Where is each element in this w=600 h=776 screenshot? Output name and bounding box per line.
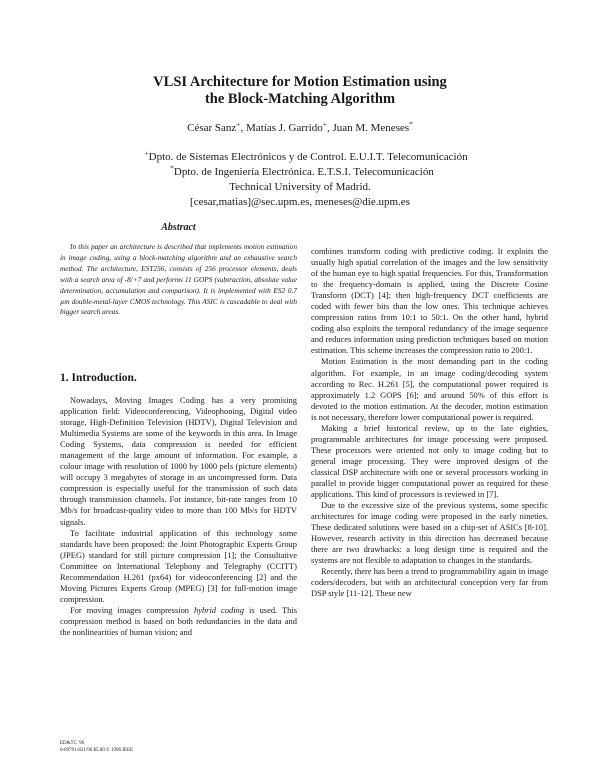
- author-name: Matías J. Garrido: [246, 122, 323, 134]
- paragraph: combines transform coding with predictive coding. It exploits the usually high spatial correlation of the images and the low sensitivity of the human eye to high spatial frequencies. For this, Transformation to the frequency-domain is applied, using the Discrete Cosine Transform (DCT) [4]; then high-frequency DCT coefficients are coded with fewer bits than the low ones. This technique achieves compression ratios from 10:1 to 50:1. On the other hand, hybrid coding also exploits the temporal redundancy of the image sequence and reduces information using prediction techniques based on motion estimation. This scheme increases the compression ratio to 200:1.: [311, 246, 548, 356]
- title-line-2: the Block-Matching Algorithm: [204, 91, 396, 107]
- paragraph: Motion Estimation is the most demanding part in the coding algorithm. For example, in an image coding/decoding system according to Rec. H.261 [5], the computational power required is approximately 1.2 GOPS [6]; and around 50% of this effort is devoted to the motion estimation. At the decoder, motion estimation is not necessary, therefore lower computational power is required.: [311, 356, 548, 422]
- author-separator: ,: [326, 122, 333, 134]
- paragraph: Due to the excessive size of the previous systems, some specific architectures for image coding were proposed in the early nineties. These dedicated solutions were based on a chip-set of ASICs [8-10]. However, research activity in this direction has decreased because there are two drawbacks: a long design time is required and the systems are not flexible to adaptation to changes in the standards.: [311, 500, 548, 566]
- paragraph-text: For moving images compression: [70, 604, 194, 615]
- affiliation-line-2: [0, 165, 600, 180]
- abstract-heading: Abstract: [161, 222, 196, 233]
- affiliation-line-1: [0, 150, 600, 165]
- abstract-body: [60, 242, 297, 318]
- affiliation-text: Dpto. de Ingeniería Electrónica. E.T.S.I. Telecomunicación: [173, 166, 434, 178]
- section-heading-introduction: 1. Introduction.: [60, 372, 137, 384]
- affiliation-mark: +: [236, 119, 241, 129]
- abstract-text: In this paper an architecture is described that implements motion estimation in image coding, using a block-matching algorithm and an exhaustive search method. The architecture, EST256, consists of 256 processor elements, deals with a search area of -8/+7 and performs 11 GOPS (subtraction, absolute value determination, accumulation and comparison). It is implemented with ES2 0.7 µm double-metal-layer CMOS technology. This ASIC is cascadable to deal with bigger search areas.: [60, 242, 297, 317]
- author-list: [0, 119, 600, 135]
- paragraph: [60, 605, 297, 638]
- affiliation-mark: +: [144, 148, 149, 158]
- page-footer: [60, 740, 133, 754]
- title-line-1: VLSI Architecture for Motion Estimation using: [153, 74, 447, 90]
- paragraph: Making a brief historical review, up to the late eighties, programmable architectures for image processing were proposed. These processors were oriented not only to image coding but to general image processing. They were improved designs of the classical DSP architecture with one or several processors working in parallel to provide bigger computational power as required for these applications. This kind of processors is reviewed in [7].: [311, 422, 548, 500]
- paragraph: To facilitate industrial application of this technology some standards have been proposed: the Joint Photographic Experts Group (JPEG) standard for still picture compression [1]; the Consultative Committee on International Telephony and Telegraphy (CCITT) Recommendation H.261 (px64) for videoconferencing [2] and the Moving Pictures Experts Group (MPEG) [3] for full-motion image compression.: [60, 527, 297, 604]
- paragraph: Recently, there has been a trend to programmability again in image coders/decoders, but with an architectural conception very far from DSP style [11-12]. These new: [311, 566, 548, 599]
- affiliation-mark: *: [409, 119, 413, 129]
- author-name: Juan M. Meneses: [332, 122, 410, 134]
- left-column-text: [60, 395, 297, 638]
- affiliation-text: Dpto. de Sistemas Electrónicos y de Control. E.U.I.T. Telecomunicación: [148, 151, 468, 163]
- paragraph-text: is used. This compression method is based on both redundancies in the data and the nonlinearities of human vision; and: [60, 604, 297, 637]
- conference-label: ED&TC '96: [60, 741, 85, 746]
- affiliation-mark: *: [170, 163, 174, 173]
- emphasis-text: hybrid coding: [194, 604, 244, 615]
- author-separator: ,: [240, 122, 247, 134]
- email-line: [cesar,matias]@sec.upm.es, meneses@die.upm.es: [190, 196, 410, 208]
- paper-title: [0, 74, 600, 108]
- paragraph: Nowadays, Moving Images Coding has a very promising application field: Videoconferencing, Videophoning, Digital video storage, High-Definition Television (HDTV), Digital Television and Multimedia Systems are some of the keywords in this area. In Image Coding Systems, data compression is needed for efficient management of the large amount of information. For example, a colour image with resolution of 1000 by 1000 pels (picture elements) will occupy 3 megabytes of storage in an uncompressed form. Data compression is especially useful for the transmission of such data through transmission channels. For instance, bit-rate ranges from 10 Mb/s for broadcast-quality video to more than 100 Mb/s for HDTV signals.: [60, 395, 297, 527]
- affiliation-line-3: Technical University of Madrid.: [229, 181, 371, 193]
- right-column-text: [311, 246, 548, 600]
- author-name: César Sanz: [187, 122, 237, 134]
- affiliation-mark: +: [322, 119, 327, 129]
- affiliations: [0, 150, 600, 210]
- copyright-line: 0-89791-821/96 $5.00 © 1996 IEEE: [60, 748, 134, 753]
